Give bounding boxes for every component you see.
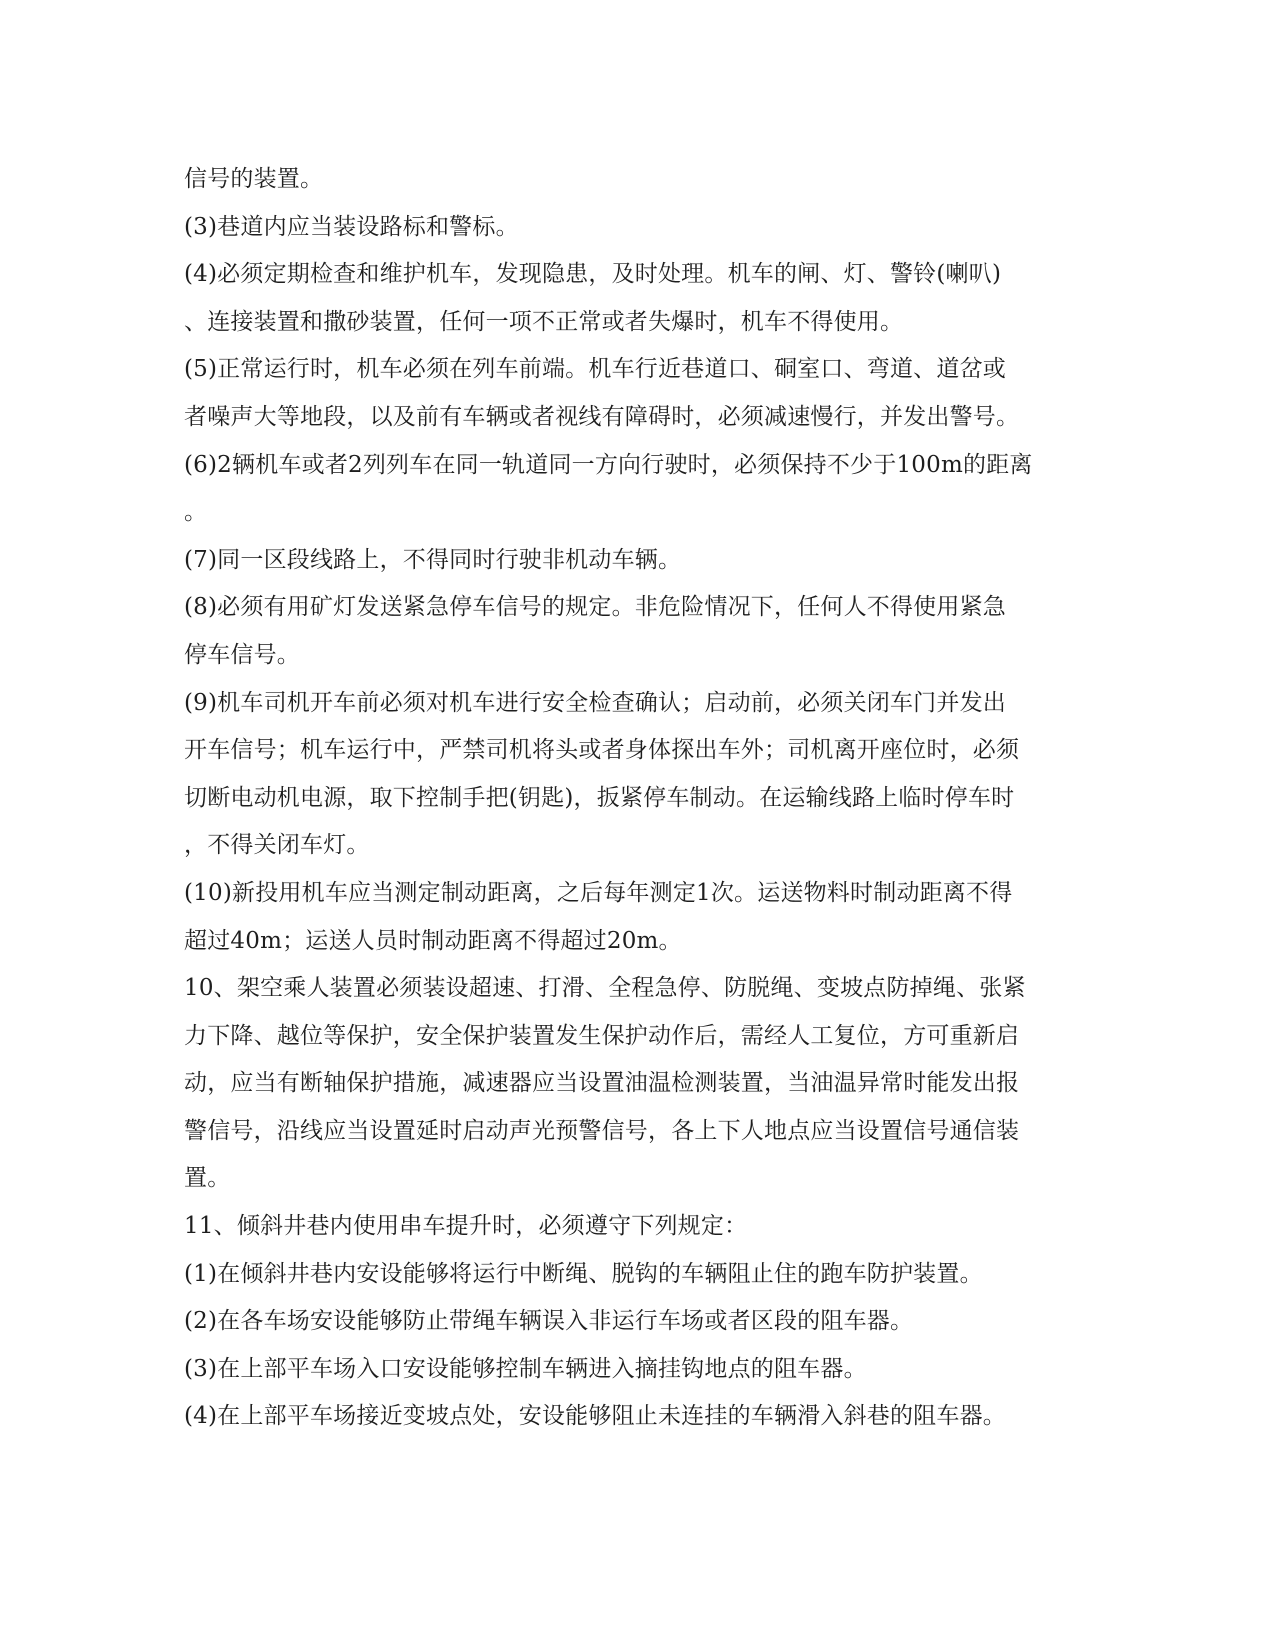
text-line: 动，应当有断轴保护措施，减速器应当设置油温检测装置，当油温异常时能发出报 bbox=[184, 1070, 1020, 1097]
text-line: 置。 bbox=[184, 1165, 231, 1192]
document-body bbox=[184, 156, 1074, 1441]
text-line: (5)正常运行时，机车必须在列车前端。机车行近巷道口、硐室口、弯道、道岔或 bbox=[184, 356, 1006, 383]
text-line: (3)巷道内应当装设路标和警标。 bbox=[184, 213, 519, 240]
text-line: (4)必须定期检查和维护机车，发现隐患，及时处理。机车的闸、灯、警铃(喇叭) bbox=[184, 261, 1002, 288]
text-line: 警信号，沿线应当设置延时启动声光预警信号，各上下人地点应当设置信号通信装 bbox=[184, 1117, 1020, 1144]
text-line: 停车信号。 bbox=[184, 641, 300, 668]
text-line: 11、倾斜井巷内使用串车提升时，必须遵守下列规定： bbox=[184, 1213, 748, 1240]
text-line: (4)在上部平车场接近变坡点处，安设能够阻止未连挂的车辆滑入斜巷的阻车器。 bbox=[184, 1403, 1006, 1430]
text-line: 。 bbox=[184, 499, 208, 526]
text-line: 开车信号；机车运行中，严禁司机将头或者身体探出车外；司机离开座位时，必须 bbox=[184, 737, 1020, 764]
text-line: (3)在上部平车场入口安设能够控制车辆进入摘挂钩地点的阻车器。 bbox=[184, 1355, 867, 1382]
text-line: 信号的装置。 bbox=[184, 166, 324, 192]
text-line: (6)2辆机车或者2列列车在同一轨道同一方向行驶时，必须保持不少于100m的距离 bbox=[184, 451, 1033, 478]
text-line: (7)同一区段线路上，不得同时行驶非机动车辆。 bbox=[184, 546, 682, 573]
text-line: 超过40m；运送人员时制动距离不得超过20m。 bbox=[184, 927, 682, 954]
text-line: 力下降、越位等保护，安全保护装置发生保护动作后，需经人工复位，方可重新启 bbox=[184, 1022, 1020, 1049]
text-line: 切断电动机电源，取下控制手把(钥匙)，扳紧停车制动。在运输线路上临时停车时 bbox=[184, 784, 1015, 811]
text-line: 者噪声大等地段，以及前有车辆或者视线有障碍时，必须减速慢行，并发出警号。 bbox=[184, 403, 1020, 430]
text-line: (9)机车司机开车前必须对机车进行安全检查确认；启动前，必须关闭车门并发出 bbox=[184, 689, 1006, 716]
text-line: (1)在倾斜井巷内安设能够将运行中断绳、脱钩的车辆阻止住的跑车防护装置。 bbox=[184, 1260, 983, 1287]
text-line: ，不得关闭车灯。 bbox=[184, 832, 370, 859]
text-line: (8)必须有用矿灯发送紧急停车信号的规定。非危险情况下，任何人不得使用紧急 bbox=[184, 594, 1006, 621]
text-line: 10、架空乘人装置必须装设超速、打滑、全程急停、防脱绳、变坡点防掉绳、张紧 bbox=[184, 975, 1026, 1002]
text-line: (2)在各车场安设能够防止带绳车辆误入非运行车场或者区段的阻车器。 bbox=[184, 1308, 914, 1335]
text-line: (10)新投用机车应当测定制动距离，之后每年测定1次。运送物料时制动距离不得 bbox=[184, 879, 1013, 906]
text-line: 、连接装置和撒砂装置，任何一项不正常或者失爆时，机车不得使用。 bbox=[184, 308, 904, 335]
